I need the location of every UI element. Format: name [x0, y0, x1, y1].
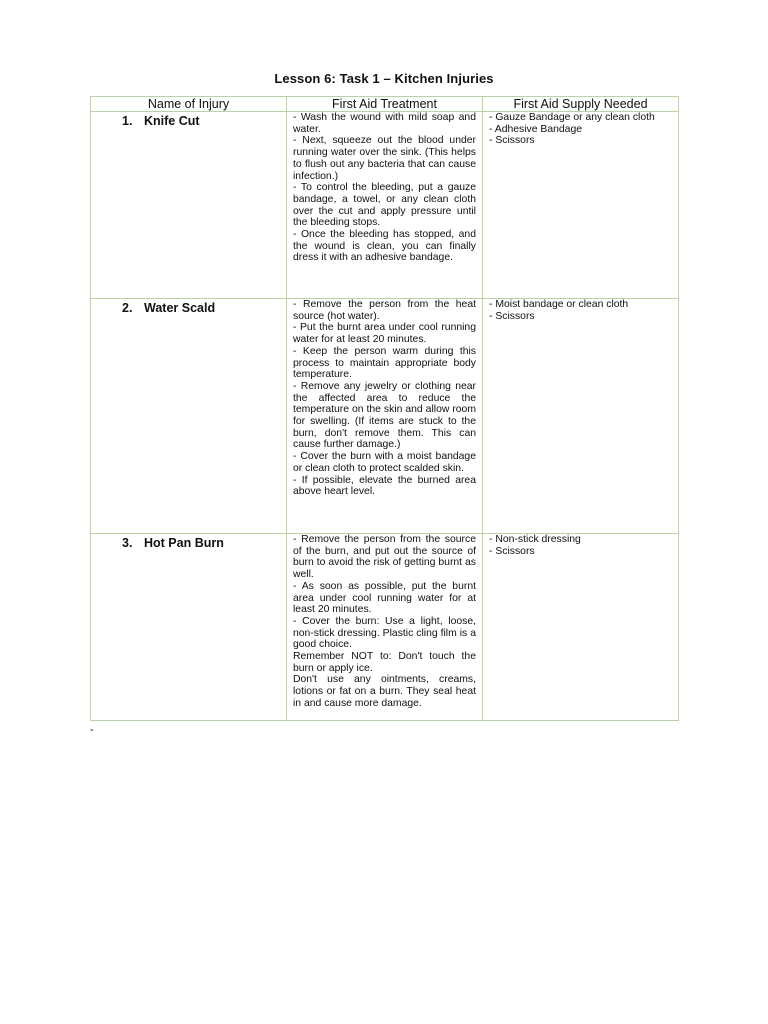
treatment-step: - Cover the burn: Use a light, loose, non-stick dressing. Plastic cling film is a good choice. — [293, 615, 476, 651]
treatment-step: Don't use any ointments, creams, lotions or fat on a burn. They seal heat in and cause more damage. — [293, 674, 476, 709]
header-first-aid-treatment: First Aid Treatment — [287, 97, 483, 112]
injury-label: Hot Pan Burn — [144, 536, 224, 550]
treatment-step: - Remove the person from the source of the burn, and put out the source of burn to avoid the risk of getting burnt as well. — [293, 534, 476, 581]
injury-name-cell — [91, 112, 287, 299]
table-row — [91, 112, 679, 299]
injury-label: Water Scald — [144, 301, 216, 315]
supplies-cell — [483, 534, 679, 721]
supply-item: - Scissors — [489, 135, 535, 147]
injury-number: 2. — [122, 301, 133, 315]
treatment-step: - Wash the wound with mild soap and water. — [293, 112, 476, 135]
table-row — [91, 299, 679, 534]
treatment-step: - Once the bleeding has stopped, and the wound is clean, you can finally dress it with an adhesive bandage. — [293, 229, 476, 264]
supplies-cell — [483, 299, 679, 534]
footer-mark: - — [90, 724, 94, 736]
treatment-cell — [287, 534, 483, 721]
treatment-step: - Keep the person warm during this process to maintain appropriate body temperature. — [293, 345, 476, 381]
treatment-step: - To control the bleeding, put a gauze bandage, a towel, or any clean cloth over the cut and apply pressure until the bleeding stops. — [293, 182, 476, 229]
treatment-step: - As soon as possible, put the burnt area under cool running water for at least 20 minutes. — [293, 580, 476, 616]
table-row — [91, 534, 679, 721]
injury-name-cell — [91, 299, 287, 534]
injury-name — [92, 113, 285, 128]
injury-table — [90, 96, 679, 721]
treatment-step: Remember NOT to: Don't touch the burn or apply ice. — [293, 651, 476, 674]
treatment-step: - Remove the person from the heat source (hot water). — [293, 299, 476, 322]
supplies-cell — [483, 112, 679, 299]
table-header-row — [91, 97, 679, 112]
treatment-step: - If possible, elevate the burned area above heart level. — [293, 474, 476, 498]
injury-number: 3. — [122, 536, 133, 550]
supply-item: - Scissors — [489, 545, 535, 557]
header-first-aid-supply: First Aid Supply Needed — [483, 97, 679, 112]
treatment-cell — [287, 112, 483, 299]
supply-item: - Moist bandage or clean cloth — [489, 299, 629, 310]
injury-name — [92, 535, 285, 550]
injury-label: Knife Cut — [144, 114, 200, 128]
supply-item: - Non-stick dressing — [489, 534, 581, 545]
treatment-step: - Put the burnt area under cool running water for at least 20 minutes. — [293, 322, 476, 346]
treatment-cell — [287, 299, 483, 534]
header-name-of-injury: Name of Injury — [91, 97, 287, 112]
supply-item: - Adhesive Bandage — [489, 123, 583, 135]
treatment-step: - Remove any jewelry or clothing near the affected area to reduce the temperature on the skin and allow room for swelling. (If items are stuck to the burn, don't remove them. This can cause further damage.) — [293, 380, 476, 451]
supply-item: - Scissors — [489, 310, 535, 322]
page-title: Lesson 6: Task 1 – Kitchen Injuries — [274, 71, 494, 86]
injury-name — [92, 300, 285, 315]
treatment-step: - Cover the burn with a moist bandage or clean cloth to protect scalded skin. — [293, 451, 476, 474]
injury-name-cell — [91, 534, 287, 721]
supply-item: - Gauze Bandage or any clean cloth — [489, 112, 655, 123]
treatment-step: - Next, squeeze out the blood under running water over the sink. (This helps to flush out any bacteria that can cause infection.) — [293, 135, 476, 182]
injury-number: 1. — [122, 114, 133, 128]
